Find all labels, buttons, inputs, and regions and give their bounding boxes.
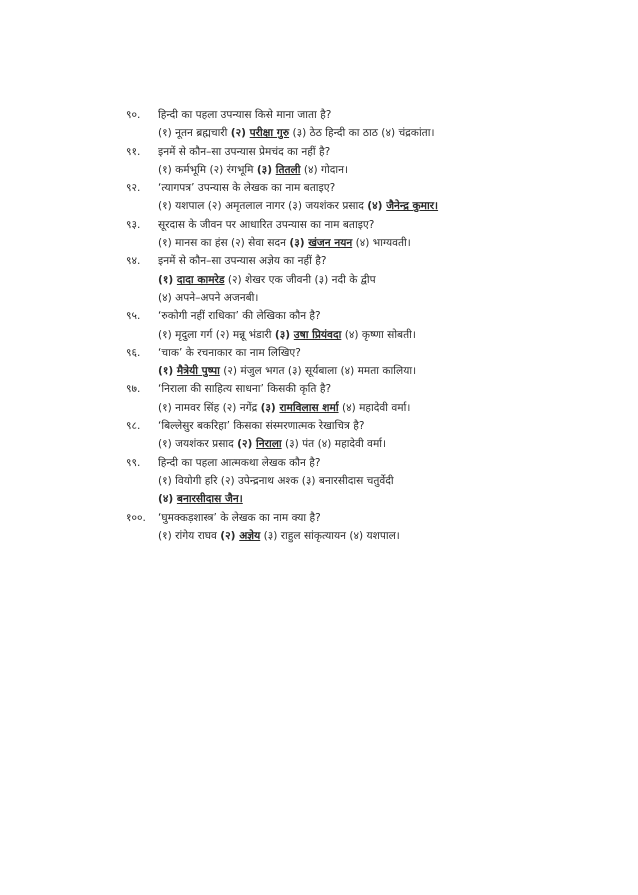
options-line xyxy=(126,326,596,344)
question-item xyxy=(126,216,596,253)
question-text: ‘चाक’ के रचनाकार का नाम लिखिए? xyxy=(158,346,301,359)
question-number: ९९. xyxy=(126,456,141,469)
question-item xyxy=(126,106,596,143)
correct-answer: उषा प्रियंवदा xyxy=(293,328,342,341)
question-number: ९४. xyxy=(126,255,141,268)
option-text: (१) नामवर सिंह (२) नगेंद्र xyxy=(158,401,261,414)
option-text: (१) मृदुला गर्ग (२) मन्नू भंडारी xyxy=(158,328,275,341)
question-number: ९७. xyxy=(126,383,141,396)
question-item xyxy=(126,344,596,381)
correct-answer-marker: (३) xyxy=(289,237,309,250)
correct-answer: तितली xyxy=(275,163,301,176)
question-line xyxy=(126,344,596,362)
question-line xyxy=(126,509,596,527)
options-line xyxy=(126,472,596,490)
correct-answer-marker: (२) xyxy=(237,438,257,451)
option-text: (१) नूतन ब्रह्मचारी xyxy=(158,127,231,140)
question-text: हिन्दी का पहला उपन्यास किसे माना जाता है? xyxy=(158,109,332,121)
correct-answer-marker: (३) xyxy=(256,163,276,176)
options-line xyxy=(126,124,596,142)
question-number: ९५. xyxy=(126,310,141,323)
options-line xyxy=(126,490,596,508)
question-number: ९३. xyxy=(126,218,141,231)
option-text: (४) कृष्णा सोबती। xyxy=(341,328,416,341)
question-number: ९८. xyxy=(126,420,141,433)
correct-answer: निराला xyxy=(256,438,282,451)
correct-answer-marker: (३) xyxy=(274,328,294,341)
option-text: (२) मंजुल भगत (३) सूर्यबाला (४) ममता कालिया। xyxy=(219,365,417,378)
options-line xyxy=(126,289,596,307)
question-list xyxy=(126,106,596,545)
question-item xyxy=(126,143,596,180)
question-item xyxy=(126,252,596,307)
options-line xyxy=(126,197,596,215)
option-text: (१) यशपाल (२) अमृतलाल नागर (३) जयशंकर प्रसाद xyxy=(158,200,368,213)
question-line xyxy=(126,307,596,325)
correct-answer: दादा कामरेड xyxy=(176,273,225,286)
correct-answer-marker: (३) xyxy=(260,401,280,414)
question-line xyxy=(126,417,596,435)
question-text: ‘घुमक्कड़शास्त्र’ के लेखक का नाम क्या है? xyxy=(158,511,321,524)
correct-answer: बनारसीदास जैन। xyxy=(176,493,243,506)
question-number: ९६. xyxy=(126,346,141,359)
question-line xyxy=(126,380,596,398)
option-text: (१) मानस का हंस (२) सेवा सदन xyxy=(158,237,290,250)
question-text: ‘त्यागपत्र’ उपन्यास के लेखक का नाम बताइए? xyxy=(158,182,336,195)
options-line xyxy=(126,362,596,380)
question-number: ९०. xyxy=(126,109,141,121)
question-text: इनमें से कौन–सा उपन्यास प्रेमचंद का नहीं है? xyxy=(158,145,331,158)
option-text: (१) वियोगी हरि (२) उपेन्द्रनाथ अश्क (३) बनारसीदास चतुर्वेदी xyxy=(158,474,394,487)
options-line xyxy=(126,399,596,417)
option-text: (४) गोदान। xyxy=(300,163,348,176)
option-text: (४) अपने–अपने अजनबी। xyxy=(158,291,259,304)
correct-answer: खंजन नयन xyxy=(308,237,353,250)
option-text: (१) रांगेय राघव xyxy=(158,529,221,542)
correct-answer-marker: (४) xyxy=(158,493,177,506)
option-text: (३) राहुल सांकृत्यायन (४) यशपाल। xyxy=(260,529,400,542)
correct-answer-marker: (४) xyxy=(367,200,387,213)
option-text: (३) ठेठ हिन्दी का ठाठ (४) चंद्रकांता। xyxy=(289,127,435,140)
options-line xyxy=(126,161,596,179)
question-text: हिन्दी का पहला आत्मकथा लेखक कौन है? xyxy=(158,456,321,469)
correct-answer-marker: (२) xyxy=(220,529,240,542)
question-item xyxy=(126,179,596,216)
option-text: (१) जयशंकर प्रसाद xyxy=(158,438,238,451)
question-number: ९१. xyxy=(126,145,141,158)
question-text: इनमें से कौन–सा उपन्यास अज्ञेय का नहीं है? xyxy=(158,255,327,268)
correct-answer: मैत्रेयी पुष्पा xyxy=(176,365,220,378)
correct-answer: अज्ञेय xyxy=(239,529,261,542)
correct-answer: रामविलास शर्मा xyxy=(279,401,339,414)
options-line xyxy=(126,435,596,453)
question-line xyxy=(126,106,596,124)
option-text: (२) शेखर एक जीवनी (३) नदी के द्वीप xyxy=(224,273,376,286)
question-text: सूरदास के जीवन पर आधारित उपन्यास का नाम बताइए? xyxy=(158,218,375,231)
question-item xyxy=(126,417,596,454)
question-text: ‘बिल्लेसुर बकरिहा’ किसका संस्मरणात्मक रेखाचित्र है? xyxy=(158,420,365,433)
options-line xyxy=(126,234,596,252)
correct-answer: परीक्षा गुरु xyxy=(249,127,290,140)
question-text: ‘निराला की साहित्य साधना’ किसकी कृति है? xyxy=(158,383,332,396)
question-item xyxy=(126,380,596,417)
correct-answer: जैनेन्द्र कुमार। xyxy=(386,200,439,213)
correct-answer-marker: (२) xyxy=(230,127,250,140)
options-line xyxy=(126,527,596,545)
correct-answer-marker: (१) xyxy=(158,273,177,286)
option-text: (१) कर्मभूमि (२) रंगभूमि xyxy=(158,163,257,176)
question-line xyxy=(126,143,596,161)
question-text: ‘रुकोगी नहीं राधिका’ की लेखिका कौन है? xyxy=(158,310,321,323)
question-item xyxy=(126,509,596,546)
question-number: ९२. xyxy=(126,182,141,195)
question-line xyxy=(126,216,596,234)
options-line xyxy=(126,271,596,289)
question-number: १००. xyxy=(126,511,146,524)
option-text: (४) महादेवी वर्मा। xyxy=(338,401,411,414)
question-line xyxy=(126,454,596,472)
correct-answer-marker: (१) xyxy=(158,365,177,378)
question-item xyxy=(126,307,596,344)
option-text: (३) पंत (४) महादेवी वर्मा। xyxy=(281,438,387,451)
question-line xyxy=(126,179,596,197)
question-line xyxy=(126,252,596,270)
question-item xyxy=(126,454,596,509)
option-text: (४) भाग्यवती। xyxy=(352,237,411,250)
